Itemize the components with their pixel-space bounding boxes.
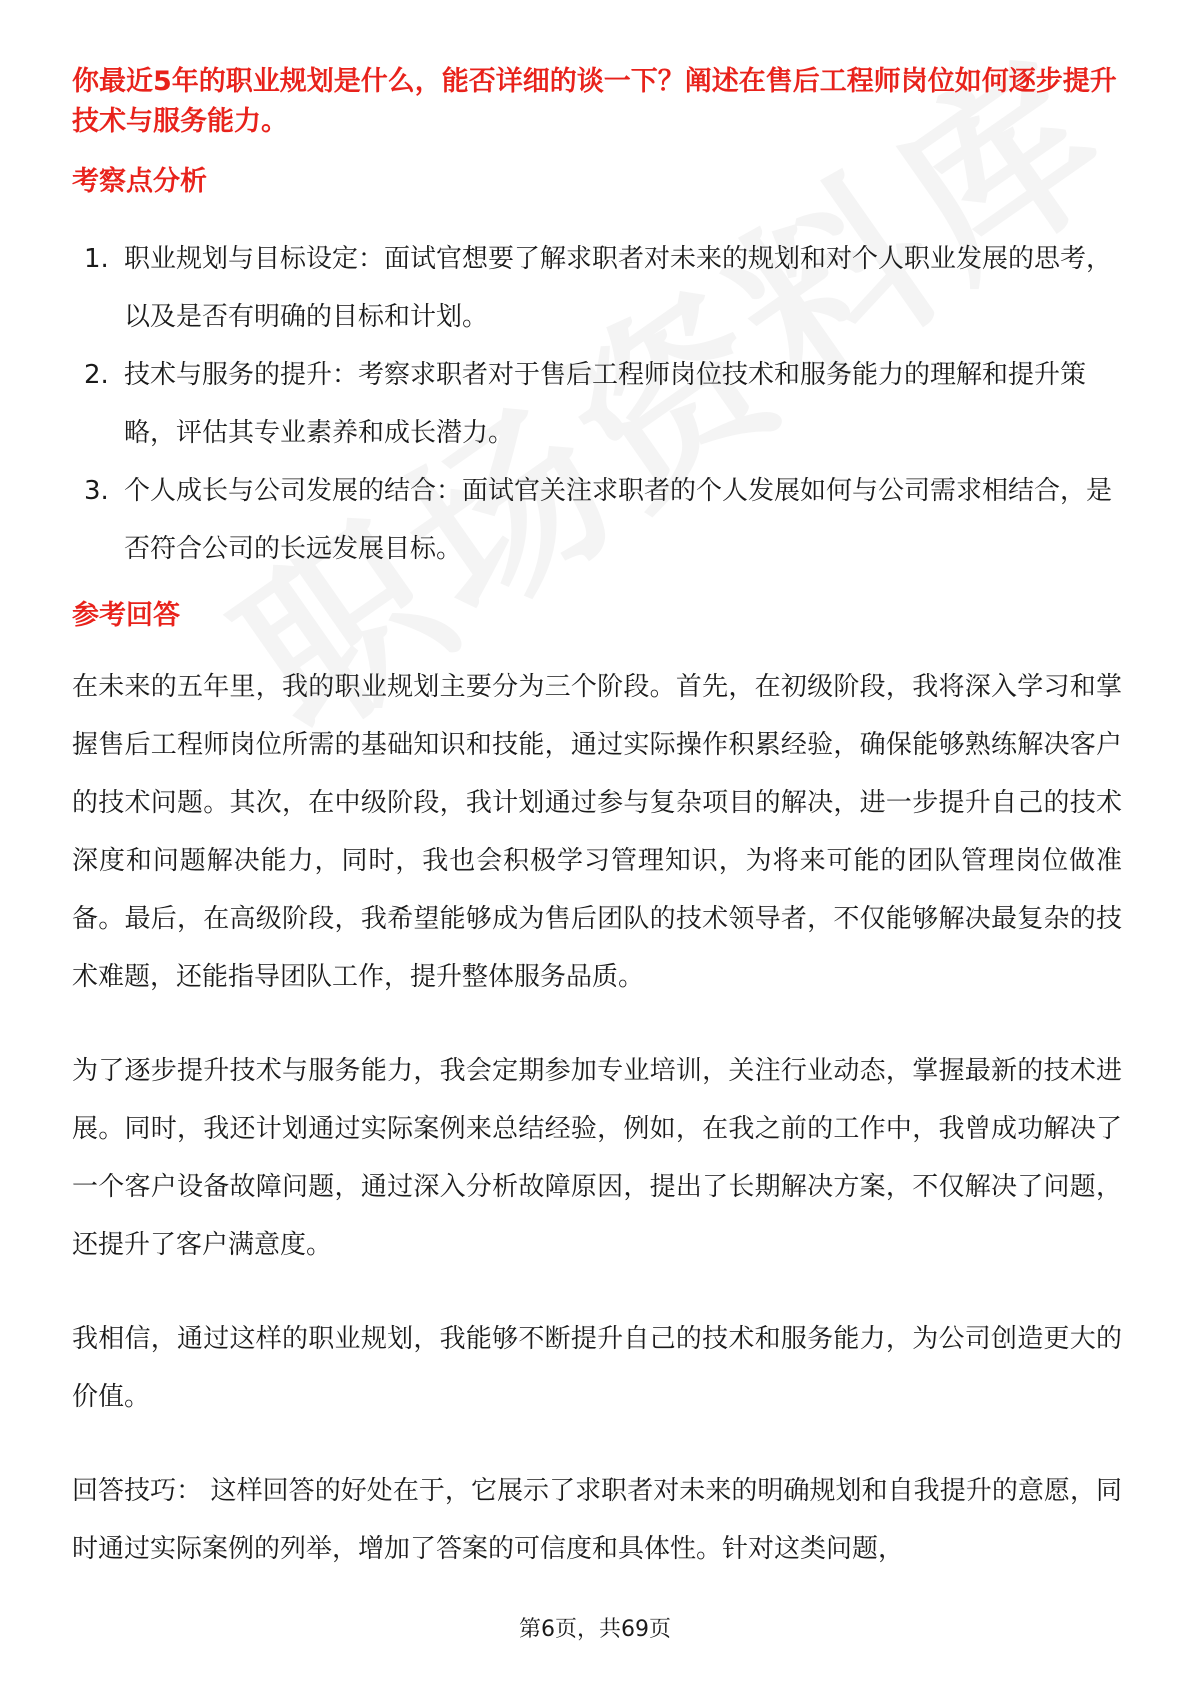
question-heading: 你最近5年的职业规划是什么，能否详细的谈一下？阐述在售后工程师岗位如何逐步提升技术与服务能力。 <box>72 66 1117 137</box>
list-item <box>72 230 1122 346</box>
answer-paragraph: 在未来的五年里，我的职业规划主要分为三个阶段。首先，在初级阶段，我将深入学习和掌握售后工程师岗位所需的基础知识和技能，通过实际操作积累经验，确保能够熟练解决客户的技术问题。其次，在中级阶段，我计划通过参与复杂项目的解决，进一步提升自己的技术深度和问题解决能力，同时，我也会积极学习管理知识，为将来可能的团队管理岗位做准备。最后，在高级阶段，我希望能够成为售后团队的技术领导者，不仅能够解决最复杂的技术难题，还能指导团队工作，提升整体服务品质。 <box>72 672 1122 992</box>
list-item-text: 职业规划与目标设定：面试官想要了解求职者对未来的规划和对个人职业发展的思考，以及是否有明确的目标和计划。 <box>124 244 1113 332</box>
list-item-number: 2. <box>84 360 109 390</box>
list-item-number: 1. <box>84 244 109 274</box>
list-item-number: 3. <box>84 476 109 506</box>
list-item <box>72 462 1122 578</box>
list-item-text: 技术与服务的提升：考察求职者对于售后工程师岗位技术和服务能力的理解和提升策略，评估其专业素养和成长潜力。 <box>124 360 1087 448</box>
answer-paragraph: 我相信，通过这样的职业规划，我能够不断提升自己的技术和服务能力，为公司创造更大的价值。 <box>72 1324 1122 1412</box>
analysis-list <box>72 230 1122 578</box>
analysis-title: 考察点分析 <box>72 166 207 197</box>
page-footer: 第6页，共69页 <box>519 1617 671 1642</box>
list-item-text: 个人成长与公司发展的结合：面试官关注求职者的个人发展如何与公司需求相结合，是否符合公司的长远发展目标。 <box>124 476 1113 564</box>
answer-title: 参考回答 <box>72 600 180 631</box>
answer-paragraph: 为了逐步提升技术与服务能力，我会定期参加专业培训，关注行业动态，掌握最新的技术进展。同时，我还计划通过实际案例来总结经验，例如，在我之前的工作中，我曾成功解决了一个客户设备故障问题，通过深入分析故障原因，提出了长期解决方案，不仅解决了问题，还提升了客户满意度。 <box>72 1056 1122 1260</box>
answer-tips-paragraph: 回答技巧： 这样回答的好处在于，它展示了求职者对未来的明确规划和自我提升的意愿，同时通过实际案例的列举，增加了答案的可信度和具体性。针对这类问题， <box>72 1476 1122 1564</box>
list-item <box>72 346 1122 462</box>
page-content <box>72 62 1122 1578</box>
